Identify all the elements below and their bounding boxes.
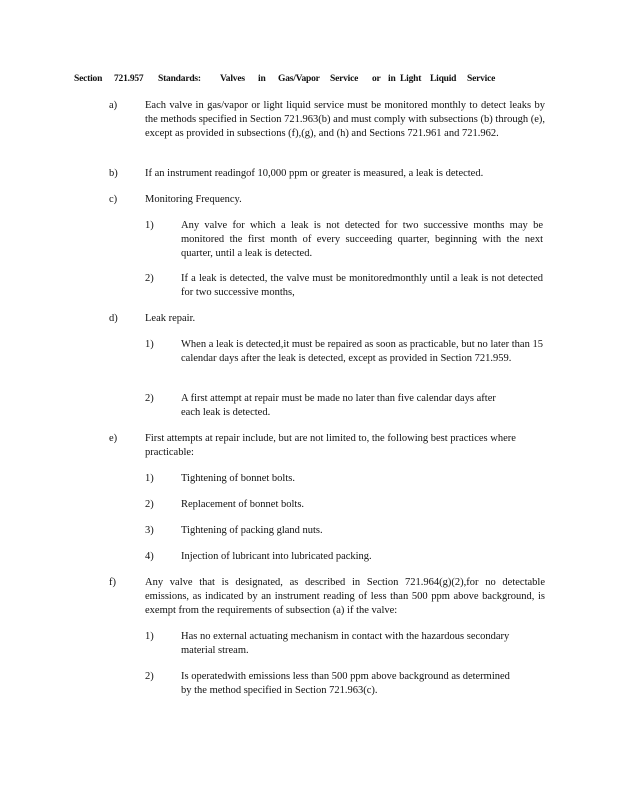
heading-or: or [372,74,381,84]
heading-liquid: Liquid [430,74,457,84]
item-e1-label: 1) [145,473,154,484]
item-b-label: b) [109,168,118,179]
item-c-label: c) [109,194,118,205]
item-c2-text: If a leak is detected, the valve must be monitoredmonthly until a leak is not detected for two successive months, [181,273,543,298]
item-f-label: f) [109,577,116,588]
item-e3-text: Tightening of packing gland nuts. [181,525,323,536]
item-d-text: Leak repair. [145,313,196,324]
item-f1-label: 1) [145,631,154,642]
item-e4-label: 4) [145,551,154,562]
heading-section-number: 721.957 [114,74,144,84]
item-e4-text: Injection of lubricant into lubricated packing. [181,551,372,562]
heading-valves: Valves [220,74,245,84]
item-c-text: Monitoring Frequency. [145,194,242,205]
item-c1-label: 1) [145,220,154,231]
item-a-text: Each valve in gas/vapor or light liquid service must be monitored monthly to detect leaks by the methods specified in Section 721.963(b) and must comply with subsections (b) through (e), except as provided in subsections (f),(g), and (h) and Sections 721.961 and 721.962. [145,100,545,139]
item-e-text: First attempts at repair include, but are not limited to, the following best practices where practicable: [145,433,516,458]
item-d2-text: A first attempt at repair must be made no later than five calendar days after each leak is detected. [181,393,496,418]
item-d1-label: 1) [145,339,154,350]
item-f1-text: Has no external actuating mechanism in contact with the hazardous secondary material stream. [181,631,510,656]
item-b-text: If an instrument readingof 10,000 ppm or greater is measured, a leak is detected. [145,168,484,179]
item-d2-label: 2) [145,393,154,404]
item-e3-label: 3) [145,525,154,536]
item-e1-text: Tightening of bonnet bolts. [181,473,295,484]
item-e2-text: Replacement of bonnet bolts. [181,499,305,510]
item-d1-text: When a leak is detected,it must be repaired as soon as practicable, but no later than 15 calendar days after the leak is detected, except as provided in Section 721.959. [181,339,543,364]
heading-light: Light [400,74,422,84]
item-e-label: e) [109,433,118,444]
heading-in-2: in [388,74,396,84]
item-a-label: a) [109,100,118,111]
heading-gasvapor: Gas/Vapor [278,74,320,84]
item-c1-text: Any valve for which a leak is not detected for two successive months may be monitored the first month of every succeeding quarter, beginning with the next quarter, until a leak is detected. [181,220,543,259]
heading-service-1: Service [330,74,359,84]
item-e2-label: 2) [145,499,154,510]
heading-standards: Standards: [158,74,201,84]
item-f2-text: Is operatedwith emissions less than 500 ppm above background as determined by the method specified in Section 721.963(c). [181,671,510,696]
item-f-text: Any valve that is designated, as described in Section 721.964(g)(2),for no detectable emissions, as indicated by an instrument reading of less than 500 ppm above background, is exempt from the requirements of subsection (a) if the valve: [145,577,545,616]
item-d-label: d) [109,313,118,324]
heading-section-word: Section [74,74,103,84]
item-f2-label: 2) [145,671,154,682]
item-c2-label: 2) [145,273,154,284]
heading-in-1: in [258,74,266,84]
heading-service-2: Service [467,74,496,84]
